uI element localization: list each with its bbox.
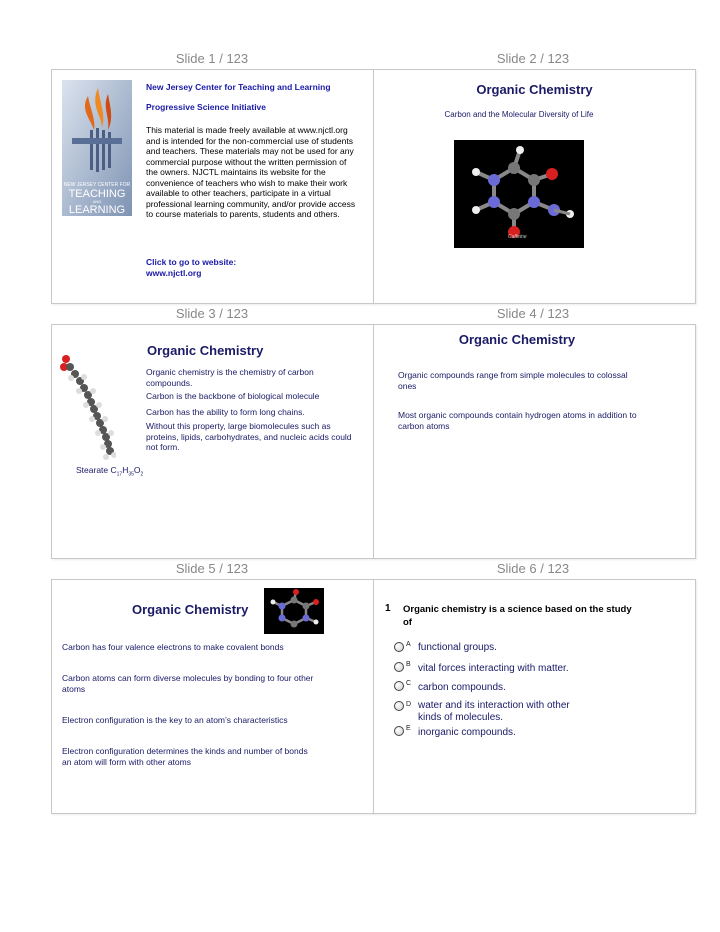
slide-3-points bbox=[146, 367, 356, 453]
caffeine-molecule-image bbox=[454, 140, 584, 248]
molecule-icon bbox=[264, 588, 324, 634]
svg-text:AND: AND bbox=[92, 199, 102, 204]
slide-5-point-3: Electron configuration is the key to an atom’s characteristics bbox=[62, 715, 288, 725]
stearate-caption-sub3: 2 bbox=[140, 471, 144, 478]
option-b-radio[interactable] bbox=[394, 662, 404, 672]
njctl-logo-icon bbox=[60, 78, 134, 218]
stearate-caption-name: Stearate C bbox=[76, 465, 117, 475]
slide-4-point-1: Organic compounds range from simple molecules to colossal ones bbox=[398, 370, 628, 391]
option-d-radio[interactable] bbox=[394, 701, 404, 711]
option-b[interactable] bbox=[394, 661, 569, 675]
option-a-radio[interactable] bbox=[394, 642, 404, 652]
slide-2-subtitle: Carbon and the Molecular Diversity of Life bbox=[444, 110, 594, 119]
njctl-logo bbox=[60, 78, 134, 218]
slide-3-label: Slide 3 / 123 bbox=[175, 306, 249, 321]
option-d-text: water and its interaction with other kinds of molecules. bbox=[418, 700, 570, 723]
slide-5 bbox=[51, 579, 374, 814]
slide-5-title: Organic Chemistry bbox=[132, 602, 249, 617]
molecule-thumbnail bbox=[264, 588, 324, 634]
option-e-text: inorganic compounds. bbox=[418, 727, 516, 738]
option-a-text: functional groups. bbox=[418, 642, 497, 653]
option-b-text: vital forces interacting with matter. bbox=[418, 663, 569, 674]
website-link-label[interactable]: Click to go to website: bbox=[146, 257, 237, 267]
slide-4-point-2: Most organic compounds contain hydrogen atoms in addition to carbon atoms bbox=[398, 410, 637, 431]
org-name: New Jersey Center for Teaching and Learning bbox=[146, 82, 331, 92]
caffeine-molecule-icon bbox=[454, 140, 584, 248]
slide-5-point-4: Electron configuration determines the kinds and number of bonds an atom will form with other atoms bbox=[62, 746, 308, 767]
stearate-caption-sub1: 17 bbox=[116, 471, 123, 478]
slide-6 bbox=[373, 579, 696, 814]
svg-text:LEARNING: LEARNING bbox=[68, 204, 126, 216]
svg-text:NEW JERSEY CENTER FOR: NEW JERSEY CENTER FOR bbox=[63, 182, 131, 188]
option-c[interactable] bbox=[394, 680, 506, 694]
stearate-caption bbox=[76, 465, 143, 478]
option-d-letter: D bbox=[406, 701, 412, 708]
slide-1 bbox=[51, 69, 374, 304]
option-e[interactable] bbox=[394, 725, 516, 739]
slide-5-point-2: Carbon atoms can form diverse molecules by bonding to four other atoms bbox=[62, 673, 314, 694]
stearate-caption-h: H bbox=[122, 465, 129, 475]
slide-3-title: Organic Chemistry bbox=[147, 343, 264, 358]
slide-1-label: Slide 1 / 123 bbox=[175, 51, 249, 66]
slide-2 bbox=[373, 69, 696, 304]
svg-text:TEACHING: TEACHING bbox=[68, 188, 126, 200]
option-d[interactable] bbox=[394, 700, 588, 724]
slide-5-label: Slide 5 / 123 bbox=[175, 561, 249, 576]
option-c-letter: C bbox=[406, 680, 412, 687]
bullet-4: Without this property, large biomolecules such as proteins, lipids, carbohydrates, and nucleic acids could not form. bbox=[146, 421, 352, 452]
option-c-radio[interactable] bbox=[394, 681, 404, 691]
bullet-1: Organic chemistry is the chemistry of carbon compounds. bbox=[146, 367, 314, 388]
program-name: Progressive Science Initiative bbox=[146, 102, 267, 112]
slide-4-label: Slide 4 / 123 bbox=[496, 306, 570, 321]
option-e-radio[interactable] bbox=[394, 726, 404, 736]
slide-3 bbox=[51, 324, 374, 559]
question-number: 1 bbox=[385, 603, 391, 614]
website-link[interactable]: www.njctl.org bbox=[146, 268, 202, 278]
option-e-letter: E bbox=[406, 725, 411, 732]
license-text: This material is made freely available at www.njctl.org and is intended for the non-commercial use of students and teachers. These materials may not be used for any commercial purpose without the written permission of the owners. NJCTL maintains its website for the convenience of teachers who wish to make their work available to other teachers, participate in a virtual professional learning community, and/or provide access to course materials to parents, students and others. bbox=[146, 125, 356, 219]
slide-5-point-1: Carbon has four valence electrons to make covalent bonds bbox=[62, 642, 284, 652]
slide-4-title: Organic Chemistry bbox=[458, 332, 576, 347]
stearate-chain-icon bbox=[60, 355, 116, 463]
stearate-caption-o: O bbox=[133, 465, 141, 475]
question-text: Organic chemistry is a science based on the study of bbox=[403, 604, 632, 628]
option-a[interactable] bbox=[394, 641, 497, 654]
bullet-2: Carbon is the backbone of biological molecule bbox=[146, 391, 320, 401]
slide-2-label: Slide 2 / 123 bbox=[496, 51, 570, 66]
slide-6-label: Slide 6 / 123 bbox=[496, 561, 570, 576]
option-a-letter: A bbox=[406, 641, 411, 648]
slide-4 bbox=[373, 324, 696, 559]
stearate-caption-sub2: 35 bbox=[128, 471, 134, 478]
option-b-letter: B bbox=[406, 661, 411, 668]
option-c-text: carbon compounds. bbox=[418, 682, 506, 693]
bullet-3: Carbon has the ability to form long chains. bbox=[146, 406, 305, 417]
slide-2-title: Organic Chemistry bbox=[476, 82, 593, 97]
caffeine-caption: Caffeine bbox=[508, 234, 527, 240]
stearate-molecule bbox=[60, 355, 116, 463]
